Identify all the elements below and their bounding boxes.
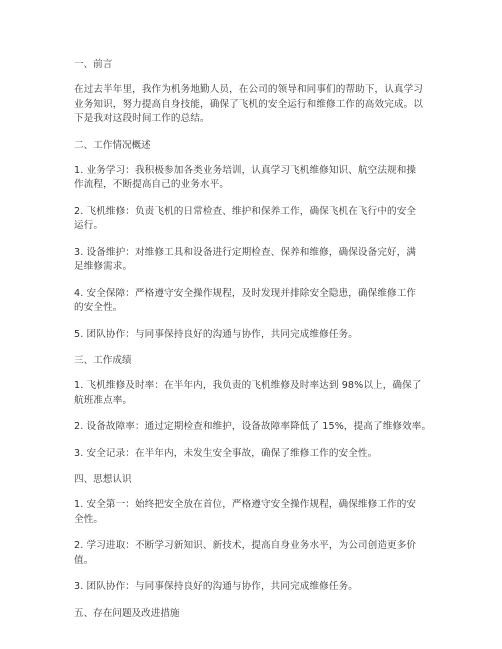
- list-item: [74, 379, 438, 408]
- list-item: [74, 164, 438, 193]
- list-item: [74, 539, 438, 568]
- text-line: 的安全性。: [74, 302, 123, 313]
- list-item: [74, 246, 438, 275]
- text-line: 1. 业务学习：我积极参加各类业务培训，认真学习飞机维修知识、航空法规和操: [74, 164, 417, 176]
- text-line: 全性。: [74, 513, 104, 525]
- document-page: [74, 58, 438, 632]
- list-item: [74, 447, 438, 462]
- text-line: 1. 飞机维修及时率：在半年内，我负责的飞机维修及时率达到 98%以上，确保了: [74, 380, 422, 391]
- text-line: 下是我对这段时间工作的总结。: [74, 113, 210, 124]
- text-line: 3. 团队协作：与同事保持良好的沟通与协作，共同完成维修任务。: [74, 581, 358, 592]
- text-line: 5. 团队协作：与同事保持良好的沟通与协作，共同完成维修任务。: [74, 328, 358, 340]
- text-line: 航班准点率。: [74, 394, 133, 406]
- text-line: 2. 设备故障率：通过定期检查和维护，设备故障率降低了 15%，提高了维修效率。: [74, 421, 432, 432]
- text-line: 足维修需求。: [74, 261, 133, 272]
- section-heading-overview: 二、工作情况概述: [74, 139, 151, 151]
- text-line: 3. 安全记录：在半年内，未发生安全事故，确保了维修工作的安全性。: [74, 447, 378, 459]
- text-line: 2. 学习进取：不断学习新知识、新技术，提高自身业务水平，为公司创造更多价: [74, 540, 417, 551]
- list-item: [74, 328, 438, 343]
- text-line: 3. 设备维护：对维修工具和设备进行定期检查、保养和维修，确保设备完好，满: [74, 246, 417, 258]
- preface-paragraph: [74, 83, 438, 127]
- section-heading-reflection: 四、思想认识: [74, 474, 132, 485]
- text-line: 在过去半年里，我作为机务地勤人员，在公司的领导和同事们的帮助下，认真学习: [74, 84, 423, 95]
- list-item: [74, 580, 438, 595]
- text-line: 4. 安全保障：严格遵守安全操作规程，及时发现并排除安全隐患，确保维修工作: [74, 287, 417, 299]
- text-line: 运行。: [74, 220, 104, 231]
- list-item: [74, 420, 438, 435]
- text-line: 值。: [74, 554, 94, 566]
- section-heading-issues: 五、存在问题及改进措施: [74, 607, 180, 619]
- text-line: 作流程，不断提高自己的业务水平。: [74, 179, 230, 190]
- text-line: 业务知识，努力提高自身技能，确保了飞机的安全运行和维修工作的高效完成。以: [74, 98, 423, 110]
- text-line: 1. 安全第一：始终把安全放在首位，严格遵守安全操作规程，确保维修工作的安: [74, 499, 417, 510]
- section-heading-achievements: 三、工作成绩: [74, 355, 132, 366]
- list-item: [74, 205, 438, 234]
- text-line: 2. 飞机维修：负责飞机的日常检查、维护和保养工作，确保飞机在飞行中的安全: [74, 205, 417, 217]
- list-item: [74, 287, 438, 316]
- section-heading-preface: 一、前言: [74, 59, 113, 70]
- list-item: [74, 498, 438, 527]
